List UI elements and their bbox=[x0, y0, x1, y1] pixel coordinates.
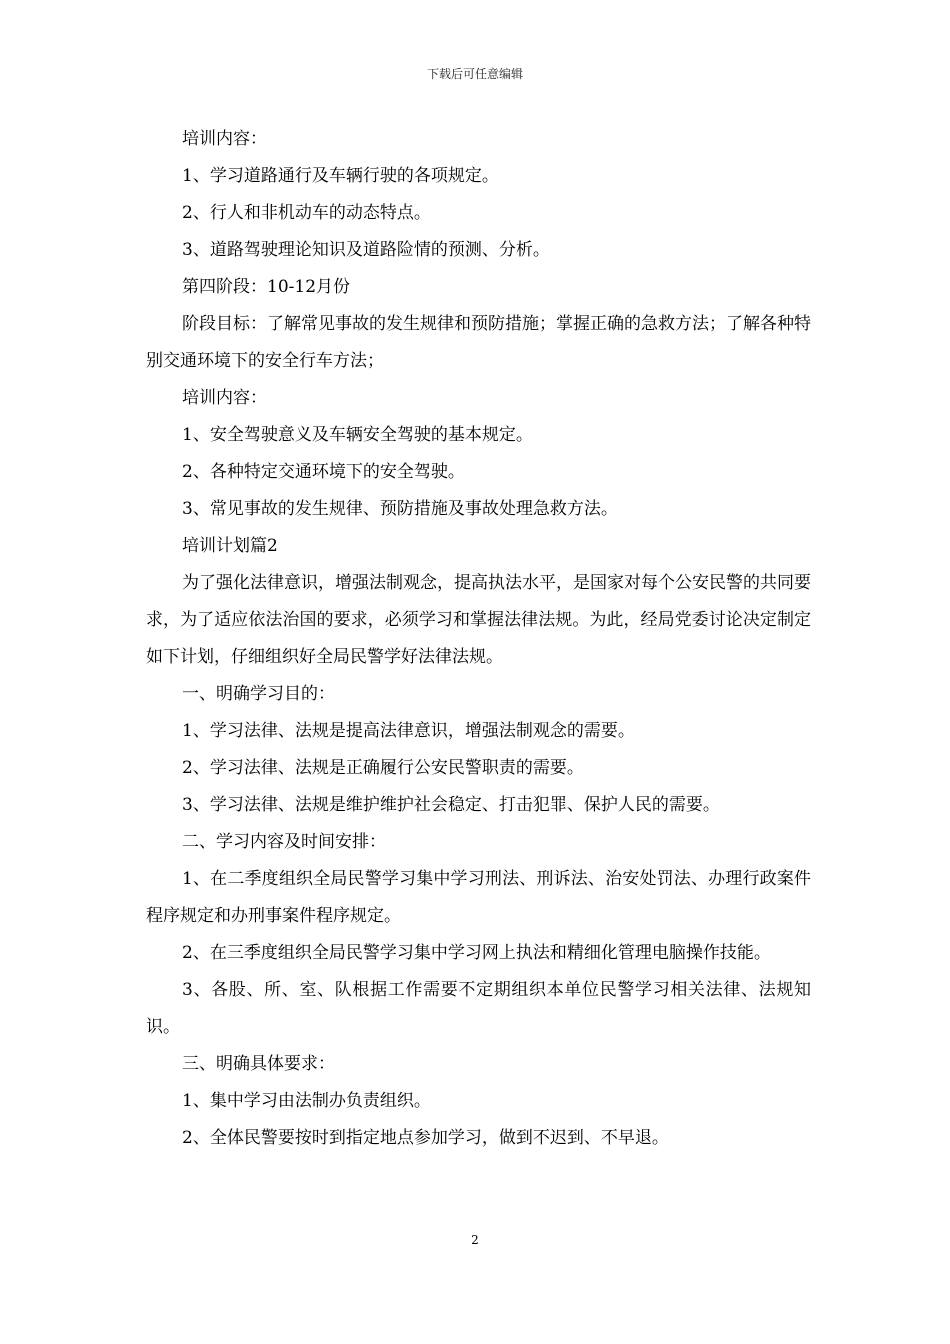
paragraph: 3、各股、所、室、队根据工作需要不定期组织本单位民警学习相关法律、法规知识。 bbox=[146, 980, 811, 1037]
paragraph: 培训内容： bbox=[182, 129, 267, 149]
paragraph: 2、各种特定交通环境下的安全驾驶。 bbox=[182, 462, 465, 482]
paragraph: 1、在二季度组织全局民警学习集中学习刑法、刑诉法、治安处罚法、办理行政案件程序规定和办刑事案件程序规定。 bbox=[146, 869, 811, 926]
paragraph: 2、在三季度组织全局民警学习集中学习网上执法和精细化管理电脑操作技能。 bbox=[182, 943, 771, 963]
paragraph: 二、学习内容及时间安排： bbox=[182, 832, 386, 852]
paragraph: 2、行人和非机动车的动态特点。 bbox=[182, 203, 431, 223]
paragraph: 第四阶段：10-12月份 bbox=[182, 277, 351, 297]
paragraph: 为了强化法律意识，增强法制观念，提高执法水平，是国家对每个公安民警的共同要求，为了适应依法治国的要求，必须学习和掌握法律法规。为此，经局党委讨论决定制定如下计划，仔细组织好全局民警学好法律法规。 bbox=[146, 573, 811, 667]
paragraph: 2、全体民警要按时到指定地点参加学习，做到不迟到、不早退。 bbox=[182, 1128, 669, 1148]
paragraph: 阶段目标：了解常见事故的发生规律和预防措施；掌握正确的急救方法；了解各种特别交通环境下的安全行车方法； bbox=[146, 314, 811, 371]
paragraph: 1、学习道路通行及车辆行驶的各项规定。 bbox=[182, 166, 499, 186]
paragraph: 1、集中学习由法制办负责组织。 bbox=[182, 1091, 431, 1111]
paragraph: 三、明确具体要求： bbox=[182, 1054, 335, 1074]
document-body bbox=[146, 121, 811, 1157]
paragraph: 1、安全驾驶意义及车辆安全驾驶的基本规定。 bbox=[182, 425, 533, 445]
paragraph: 培训内容： bbox=[182, 388, 267, 408]
paragraph: 1、学习法律、法规是提高法律意识，增强法制观念的需要。 bbox=[182, 721, 635, 741]
paragraph: 2、学习法律、法规是正确履行公安民警职责的需要。 bbox=[182, 758, 584, 778]
page-header: 下载后可任意编辑 bbox=[426, 67, 523, 81]
page-number: 2 bbox=[471, 1233, 479, 1247]
section-heading: 培训计划篇2 bbox=[182, 536, 278, 556]
paragraph: 一、明确学习目的： bbox=[182, 684, 335, 704]
paragraph: 3、学习法律、法规是维护维护社会稳定、打击犯罪、保护人民的需要。 bbox=[182, 795, 720, 815]
paragraph: 3、常见事故的发生规律、预防措施及事故处理急救方法。 bbox=[182, 499, 618, 519]
paragraph: 3、道路驾驶理论知识及道路险情的预测、分析。 bbox=[182, 240, 550, 260]
